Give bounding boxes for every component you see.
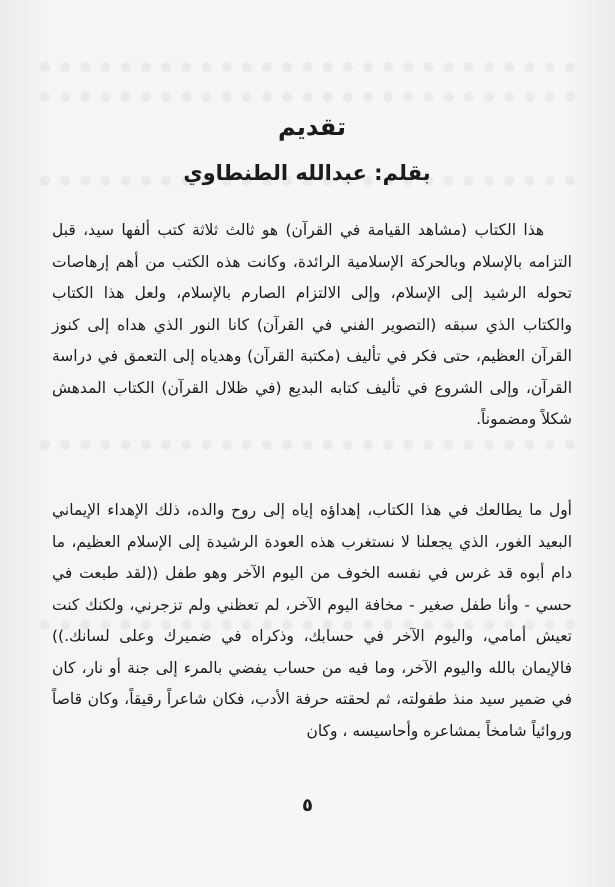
show-through-line	[40, 62, 575, 73]
show-through-line	[40, 92, 575, 103]
paragraph: هذا الكتاب (مشاهد القيامة في القرآن) هو ثالث ثلاثة كتب ألفها سيد، قبل التزامه بالإسلام وبالحركة الإسلامية الرائدة، وكانت هذه الكتب من أهم إرهاصات تحوله الرشيد إلى الإسلام، وإلى الالتزام الصارم بالإسلام، ولعل هذا الكتاب والكتاب الذي سبقه (التصوير الفني في القرآن) كانا النور الذي هداه إلى كنوز القرآن العظيم، حتى فكر في تأليف (مكتبة القرآن) وهدياه إلى التعمق في دراسة القرآن، وإلى الشروع في تأليف كتابه البديع (في ظلال القرآن) الكتاب المدهش شكلاً ومضموناً.	[52, 221, 572, 428]
page-number: ٥	[302, 795, 313, 816]
show-through-line	[40, 440, 575, 451]
author-byline: بقلم: عبدالله الطنطاوي	[183, 161, 431, 185]
chapter-title: تقديم	[278, 113, 346, 141]
paragraph: أول ما يطالعك في هذا الكتاب، إهداؤه إياه إلى روح والده، ذلك الإهداء الإيماني البعيد الغور، الذي يجعلنا لا نستغرب هذه العودة الرشيدة إلى الإسلام العظيم، ما دام أبوه قد غرس في نفسه الخوف من اليوم الآخر وهو طفل ((لقد طبعت في حسي - وأنا طفل صغير - مخافة اليوم الآخر، لم تعظني ولم تزجرني، ولكنك كنت تعيش أمامي، واليوم الآخر في حسابك، وذكراه في ضميرك وعلى لسانك.)) فالإيمان بالله واليوم الآخر، وما فيه من حساب يفضي بالمرء إلى جنة أو نار، كان في ضمير سيد منذ طفولته، ثم لحقته حرفة الأدب، فكان شاعراً رقيقاً، وكان قاصاً وروائياً شامخاً بمشاعره وأحاسيسه ، وكان	[52, 501, 572, 740]
